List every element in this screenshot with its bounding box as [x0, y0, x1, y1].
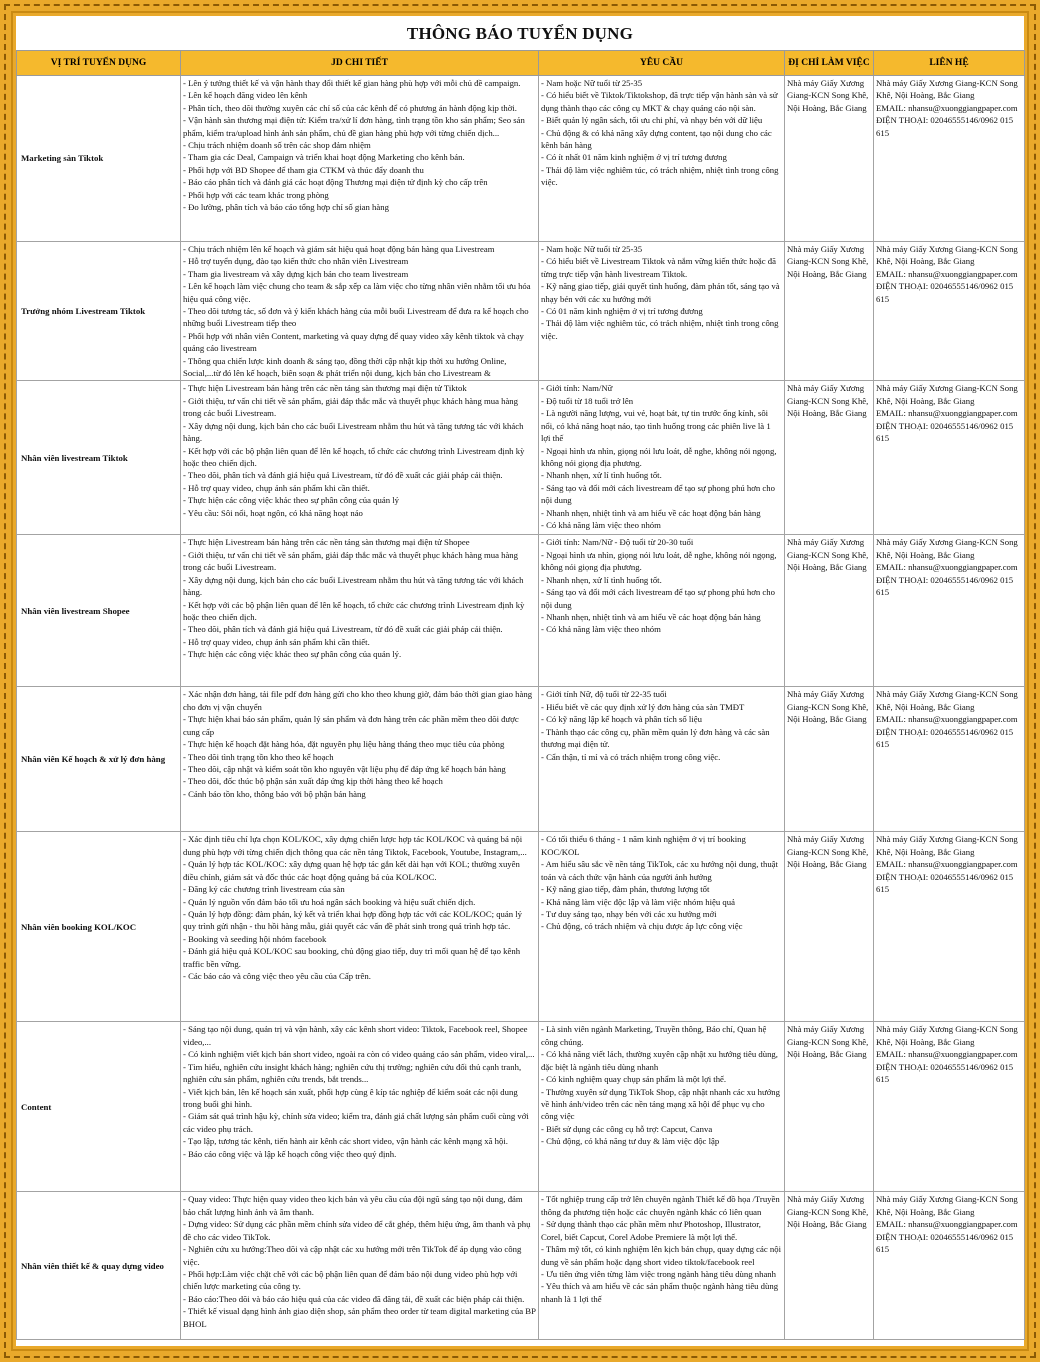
job-table-body: [17, 76, 1025, 1340]
job-description-item: - Xác nhận đơn hàng, tải file pdf đơn hàng gửi cho kho theo khung giờ, đảm bảo thời gian giao hàng cho đơn vị vận chuyển: [183, 689, 533, 712]
table-row: [17, 1192, 1025, 1340]
job-description: [181, 76, 539, 242]
job-description-item: - Theo dõi, cập nhật và kiểm soát tồn kho nguyên vật liệu phụ để đáp ứng kế hoạch bán hàng: [183, 763, 506, 774]
header-address: ĐỊ CHỈ LÀM VIỆC: [785, 51, 874, 76]
contact-info: [874, 1022, 1025, 1192]
contact-info: [874, 381, 1025, 535]
job-description-item: - Kết hợp với các bộ phận liên quan để lên kế hoạch, tổ chức các chương trình Livestream định kỳ hoặc theo chiến dịch.: [183, 599, 525, 622]
work-address: Nhà máy Giấy Xương Giang-KCN Song Khê, Nội Hoàng, Bắc Giang: [785, 76, 874, 242]
job-description: [181, 535, 539, 687]
job-description-item: - Xây dựng nội dung, kịch bản cho các buổi Livestream nhằm thu hút và tăng tương tác với khách hàng.: [183, 420, 524, 444]
contact-info-item: Nhà máy Giấy Xương Giang-KCN Song Khê, Nội Hoàng, Bắc Giang: [876, 1194, 1018, 1217]
job-requirements: [539, 1022, 785, 1192]
table-row: [17, 242, 1025, 381]
job-description-item: - Vận hành sàn thương mại điện tử: Kiểm tra/xử lí đơn hàng, tình trạng tồn kho sản phẩm; Seo sản phẩm, kiểm tra/upload hình ảnh sản phẩm, chủ đề gian hàng phù hợp với từng chiến dịch...: [183, 115, 525, 138]
table-row: [17, 1022, 1025, 1192]
table-row: [17, 832, 1025, 1022]
job-requirements-item: - Có kinh nghiệm quay chụp sản phẩm là một lợi thế.: [541, 1074, 727, 1085]
job-description-item: - Thực hiện kế hoạch đặt hàng hóa, đặt nguyên phụ liệu hàng tháng theo mục tiêu của phòng: [183, 739, 505, 750]
contact-info-item: Nhà máy Giấy Xương Giang-KCN Song Khê, Nội Hoàng, Bắc Giang: [876, 78, 1018, 101]
job-description-item: - Hỗ trợ quay video, chụp ảnh sản phẩm khi cần thiết.: [183, 482, 370, 493]
job-description: [181, 242, 539, 381]
contact-info-item: EMAIL: nhansu@xuonggiangpaper.com: [876, 859, 1018, 870]
job-requirements-item: - Ưu tiên ứng viên từng làm việc trong ngành hàng tiêu dùng nhanh: [541, 1268, 776, 1279]
job-description-item: - Theo dõi tình trạng tồn kho theo kế hoạch: [183, 751, 334, 762]
job-requirements-item: - Thường xuyên sử dụng TikTok Shop, cập nhật nhanh các xu hướng về hình ảnh/video trên các nền tảng mạng xã hội để phục vụ cho công việc: [541, 1086, 780, 1122]
job-description-item: - Đánh giá hiệu quả KOL/KOC sau booking, chủ động giao tiếp, duy trì mối quan hệ để tạo kênh traffic bền vững.: [183, 946, 521, 969]
job-requirements-item: - Kỹ năng giao tiếp, đàm phán, thương lượng tốt: [541, 884, 710, 895]
work-address: Nhà máy Giấy Xương Giang-KCN Song Khê, Nội Hoàng, Bắc Giang: [785, 1192, 874, 1340]
contact-info: [874, 687, 1025, 832]
job-requirements-item: - Chủ động & có khả năng xây dựng content, tạo nội dung cho các kênh bán hàng: [541, 127, 772, 151]
job-position: Nhân viên livestream Tiktok: [17, 381, 181, 535]
contact-info-item: ĐIỆN THOẠI: 02046555146/0962 015 615: [876, 726, 1014, 750]
job-description-item: - Theo dõi, phân tích và đánh giá hiệu quả Livestream, từ đó đề xuất các giải pháp cải thiện.: [183, 470, 503, 481]
job-requirements: [539, 381, 785, 535]
job-description-item: - Chịu trách nhiệm lên kế hoạch và giám sát hiệu quả hoạt động bán hàng qua Livestream: [183, 244, 495, 254]
job-description-item: - Viết kịch bản, lên kế hoạch sản xuất, phối hợp cùng ê kíp tác nghiệp để kiểm soát các nội dung trong buổi ghi hình.: [183, 1086, 518, 1109]
job-description-item: - Thiết kế visual dạng hình ảnh giao diện shop, sản phẩm theo order từ team digital marketing của BP BHOL: [183, 1306, 536, 1329]
job-requirements-item: - Thái độ làm việc nghiêm túc, có trách nhiệm, nhiệt tình trong công việc.: [541, 318, 779, 341]
contact-info-item: EMAIL: nhansu@xuonggiangpaper.com: [876, 1219, 1018, 1230]
job-requirements: [539, 535, 785, 687]
contact-info-item: ĐIỆN THOẠI: 02046555146/0962 015 615: [876, 115, 1014, 138]
job-requirements: [539, 832, 785, 1022]
work-address: Nhà máy Giấy Xương Giang-KCN Song Khê, Nội Hoàng, Bắc Giang: [785, 381, 874, 535]
job-description-item: - Phối hợp với các team khác trong phòng: [183, 189, 329, 200]
job-requirements-item: - Có kỹ năng lập kế hoạch và phân tích số liệu: [541, 714, 702, 725]
job-description-item: - Tham gia các Deal, Campaign và triển khai hoạt động Marketing cho kênh bán.: [183, 152, 465, 163]
job-description: [181, 381, 539, 535]
job-description-item: - Chịu trách nhiệm doanh số trên các shop đảm nhiệm: [183, 140, 371, 151]
job-description-item: - Báo cáo phân tích và đánh giá các hoạt động Thương mại điện tử định kỳ cho cấp trên: [183, 177, 488, 188]
job-requirements-item: - Nhanh nhẹn, xử lí tình huống tốt.: [541, 574, 662, 585]
work-address: Nhà máy Giấy Xương Giang-KCN Song Khê, Nội Hoàng, Bắc Giang: [785, 832, 874, 1022]
job-description-item: - Phối hợp với BD Shopee để tham gia CTKM và thúc đẩy doanh thu: [183, 164, 424, 175]
job-description-item: - Báo cáo:Theo dõi và báo cáo hiệu quả của các video đã đăng tải, đề xuất các biện pháp cải thiện.: [183, 1293, 525, 1304]
job-description: [181, 687, 539, 832]
job-description-item: - Các báo cáo và công việc theo yêu cầu của Cấp trên.: [183, 970, 371, 981]
job-requirements-item: - Cẩn thận, tỉ mỉ và có trách nhiệm trong công việc.: [541, 751, 721, 762]
job-description-item: - Hỗ trợ tuyển dụng, đào tạo kiến thức cho nhân viên Livestream: [183, 256, 409, 267]
job-requirements-item: - Chủ động, có trách nhiệm và chịu được áp lực công việc: [541, 921, 743, 932]
job-description-item: - Hỗ trợ quay video, chụp ảnh sản phẩm khi cần thiết.: [183, 636, 370, 647]
job-requirements-item: - Có khả năng viết lách, thường xuyên cập nhật xu hướng tiêu dùng, đặc biệt là ngành tiêu dùng nhanh: [541, 1049, 778, 1072]
job-requirements-item: - Sáng tạo và đổi mới cách livestream để tạo sự phong phú hơn cho nội dung: [541, 587, 775, 610]
contact-info-item: ĐIỆN THOẠI: 02046555146/0962 015 615: [876, 574, 1014, 598]
contact-info-item: ĐIỆN THOẠI: 02046555146/0962 015 615: [876, 1061, 1014, 1085]
contact-info-item: EMAIL: nhansu@xuonggiangpaper.com: [876, 1049, 1018, 1060]
contact-info: [874, 535, 1025, 687]
contact-info: [874, 242, 1025, 381]
job-requirements-item: - Giới tính: Nam/Nữ - Độ tuổi từ 20-30 tuổi: [541, 537, 694, 548]
job-table: [16, 50, 1025, 1340]
job-requirements-item: - Là người năng lượng, vui vẻ, hoạt bát, tự tin trước ống kính, sôi nổi, có khả năng hoạt náo, tạo tình huống trong các phiên live là 1 lợi thế: [541, 408, 771, 444]
job-description-item: - Thực hiện khai báo sản phẩm, quản lý sản phẩm và đơn hàng trên các phần mềm theo dõi được cung cấp: [183, 714, 519, 737]
job-description-item: - Xác định tiêu chí lựa chọn KOL/KOC, xây dựng chiến lược hợp tác KOL/KOC và quảng bá nội dung phù hợp với từng chiến dịch thông qua các nền tảng Tiktok, Facebook, Youtube, Instagram,...: [183, 834, 527, 857]
job-description-item: - Quay video: Thực hiện quay video theo kịch bản và yêu cầu của đội ngũ sáng tạo nội dung, đảm bảo chất lượng hình ảnh và âm thanh.: [183, 1194, 523, 1217]
job-requirements-item: - Nhanh nhẹn, nhiệt tình và am hiểu về các hoạt động bán hàng: [541, 611, 761, 622]
job-requirements-item: - Thái độ làm việc nghiêm túc, có trách nhiệm, nhiệt tình trong công việc.: [541, 164, 779, 188]
job-description-item: - Theo dõi, đốc thúc bộ phận sản xuất đáp ứng kịp thời hàng theo kế hoạch: [183, 776, 443, 787]
job-description-item: - Dựng video: Sử dụng các phần mềm chỉnh sửa video để cắt ghép, thêm hiệu ứng, âm thanh và phụ đề cho các video TikTok.: [183, 1219, 531, 1242]
job-requirements-item: - Thâm mỹ tốt, có kinh nghiệm lên kịch bản chụp, quay dựng các nội dung về sản phẩm hoặc dạng short video tiktok/facebook reel: [541, 1244, 782, 1267]
job-position: Nhân viên Kế hoạch & xử lý đơn hàng: [17, 687, 181, 832]
job-requirements: [539, 687, 785, 832]
contact-info: [874, 1192, 1025, 1340]
contact-info-item: EMAIL: nhansu@xuonggiangpaper.com: [876, 102, 1018, 113]
job-description-item: - Tìm hiểu, nghiên cứu insight khách hàng; nghiên cứu thị trường; nghiên cứu đối thủ cạnh tranh, nghiên cứu sản phẩm, nghiên cứu trends, bắt trends...: [183, 1061, 522, 1085]
job-description: [181, 1192, 539, 1340]
work-address: Nhà máy Giấy Xương Giang-KCN Song Khê, Nội Hoàng, Bắc Giang: [785, 1022, 874, 1192]
job-position: Nhân viên booking KOL/KOC: [17, 832, 181, 1022]
table-row: [17, 687, 1025, 832]
job-description-item: - Lên kế hoạch đăng video lên kênh: [183, 90, 308, 101]
job-requirements-item: - Tốt nghiệp trung cấp trở lên chuyên ngành Thiết kế đồ họa /Truyền thông đa phương tiện hoặc các chuyên ngành khác có liên quan: [541, 1194, 780, 1217]
contact-info-item: EMAIL: nhansu@xuonggiangpaper.com: [876, 714, 1018, 725]
job-description-item: - Thực hiện Livestream bán hàng trên các nền tảng sàn thương mại điện tử Tiktok: [183, 383, 467, 394]
job-requirements-item: - Yêu thích và am hiểu về các sản phẩm thuộc ngành hàng tiêu dùng nhanh là 1 lợi thế: [541, 1281, 779, 1304]
job-requirements-item: - Giới tính Nữ, độ tuổi từ 22-35 tuổi: [541, 689, 667, 700]
job-requirements-item: - Có tối thiểu 6 tháng - 1 năm kinh nghiệm ở vị trí booking KOC/KOL: [541, 834, 746, 857]
contact-info-item: EMAIL: nhansu@xuonggiangpaper.com: [876, 408, 1018, 419]
job-requirements-item: - Biết quản lý ngân sách, tối ưu chi phí, và nhạy bén với dữ liệu: [541, 115, 763, 126]
job-requirements-item: - Có hiểu biết về Tiktok/Tiktokshop, đã trực tiếp vận hành sàn và sử dụng thành thạo các công cụ MKT & chạy quảng cáo nội sàn.: [541, 90, 778, 113]
job-description: [181, 832, 539, 1022]
job-requirements-item: - Kỹ năng giao tiếp, giải quyết tình huống, đàm phán tốt, sáng tạo và nhạy bén với các xu hướng mới: [541, 281, 780, 304]
job-requirements-item: - Có khả năng làm việc theo nhóm: [541, 624, 661, 635]
job-description-item: - Tham gia livestream và xây dựng kịch bản cho team livestream: [183, 268, 409, 279]
contact-info-item: Nhà máy Giấy Xương Giang-KCN Song Khê, Nội Hoàng, Bắc Giang: [876, 383, 1018, 406]
job-requirements-item: - Ngoại hình ưa nhìn, giọng nói lưu loát, dễ nghe, không nói ngọng, không nói giọng địa phương.: [541, 549, 777, 573]
job-requirements-item: - Nhanh nhẹn, nhiệt tình và am hiểu về các hoạt động bán hàng: [541, 507, 761, 518]
job-position: Nhân viên livestream Shopee: [17, 535, 181, 687]
job-description-item: - Đo lường, phân tích và báo cáo tổng hợp chỉ số gian hàng: [183, 202, 389, 213]
contact-info-item: ĐIỆN THOẠI: 02046555146/0962 015 615: [876, 420, 1014, 444]
contact-info-item: ĐIỆN THOẠI: 02046555146/0962 015 615: [876, 871, 1014, 895]
job-description-item: - Theo dõi tương tác, số đơn và ý kiến khách hàng của mỗi buổi Livestream để đưa ra kế hoạch cho những buổi Livestream tiếp theo: [183, 306, 529, 329]
table-row: [17, 535, 1025, 687]
job-requirements-item: - Có ít nhất 01 năm kinh nghiệm ở vị trí tương đương: [541, 152, 727, 163]
job-description-item: - Phối hợp với nhân viên Content, marketing và quay dựng để quay video xây kênh tiktok và chạy quảng cáo livestream: [183, 330, 524, 354]
contact-info-item: Nhà máy Giấy Xương Giang-KCN Song Khê, Nội Hoàng, Bắc Giang: [876, 834, 1018, 857]
contact-info-item: Nhà máy Giấy Xương Giang-KCN Song Khê, Nội Hoàng, Bắc Giang: [876, 244, 1018, 267]
job-description-item: - Phối hợp:Làm việc chặt chẽ với các bộ phận liên quan để đảm bảo nội dung video phù hợp với chiến lược marketing của công ty.: [183, 1268, 518, 1292]
job-description-item: - Tạo lập, tương tác kênh, tiến hành air kênh các short video, vận hành các kênh mạng xã hội.: [183, 1136, 508, 1147]
job-requirements-item: - Nhanh nhẹn, xử lí tình huống tốt.: [541, 470, 662, 481]
table-row: [17, 381, 1025, 535]
job-description-item: - Đăng ký các chương trình livestream của sàn: [183, 884, 345, 895]
header-jd: JD CHI TIẾT: [181, 51, 539, 76]
header-contact: LIÊN HỆ: [874, 51, 1025, 76]
job-description-item: - Sáng tạo nội dung, quản trị và vận hành, xây các kênh short video: Tiktok, Facebook reel, Shopee video,...: [183, 1024, 528, 1047]
page-title: THÔNG BÁO TUYỂN DỤNG: [16, 16, 1024, 51]
job-description-item: - Lên kế hoạch làm việc chung cho team & sắp xếp ca làm việc cho từng nhân viên nhằm tối ưu hóa hiệu quả công việc.: [183, 281, 531, 304]
job-requirements-item: - Ngoại hình ưa nhìn, giọng nói lưu loát, dễ nghe, không nói ngọng, không nói giọng địa phương.: [541, 445, 777, 468]
job-description-item: - Có kinh nghiệm viết kịch bản short video, ngoài ra còn có video quảng cáo sản phẩm, video viral,...: [183, 1049, 535, 1060]
contact-info: [874, 76, 1025, 242]
job-description-item: - Quản lý hợp đồng: đàm phán, ký kết và triển khai hợp đồng hợp tác với các KOL/KOC; quản lý quy trình gửi nhận - thu hồi hàng mẫu, giải quyết các vấn đề phát sinh trong quá trình hợp tác.: [183, 908, 523, 932]
job-description-item: - Thực hiện các công việc khác theo sự phân công của quản lý: [183, 495, 399, 506]
contact-info-item: EMAIL: nhansu@xuonggiangpaper.com: [876, 562, 1018, 573]
job-requirements-item: - Chủ động, có khả năng tư duy & làm việc độc lập: [541, 1136, 720, 1147]
job-requirements-item: - Sáng tạo và đổi mới cách livestream để tạo sự phong phú hơn cho nội dung: [541, 482, 775, 506]
job-description-item: - Booking và seeding hội nhóm facebook: [183, 933, 327, 944]
job-description-item: - Xây dựng nội dung, kịch bản cho các buổi Livestream nhằm thu hút và tăng tương tác với khách hàng.: [183, 574, 524, 598]
job-requirements-item: - Có hiểu biết về Livestream Tiktok và nắm vững kiến thức hoặc đã từng trực tiếp vận hành livestream Tiktok.: [541, 256, 777, 279]
job-requirements-item: - Là sinh viên ngành Marketing, Truyền thông, Báo chí, Quan hệ công chúng.: [541, 1024, 767, 1047]
contact-info-item: ĐIỆN THOẠI: 02046555146/0962 015 615: [876, 281, 1014, 304]
job-description-item: - Giới thiệu, tư vấn chi tiết về sản phẩm, giải đáp thắc mắc và thuyết phục khách hàng mua hàng trong các buổi Livestream.: [183, 395, 518, 419]
job-requirements-item: - Độ tuổi từ 18 tuổi trở lên: [541, 395, 634, 406]
job-description-item: - Phân tích, theo dõi thường xuyên các chỉ số của các kênh để có phương án hành động kịp thời.: [183, 102, 517, 113]
job-requirements-item: - Nam hoặc Nữ tuổi từ 25-35: [541, 244, 643, 254]
job-description: [181, 1022, 539, 1192]
job-description-item: - Theo dõi, phân tích và đánh giá hiệu quả Livestream, từ đó đề xuất các giải pháp cải thiện.: [183, 624, 503, 635]
job-position: Nhân viên thiết kế & quay dựng video: [17, 1192, 181, 1340]
table-header-row: [17, 51, 1025, 76]
job-description-item: - Yêu cầu: Sôi nổi, hoạt ngôn, có khả năng hoạt náo: [183, 507, 363, 518]
job-requirements: [539, 242, 785, 381]
job-requirements-item: - Thành thạo các công cụ, phần mềm quản lý đơn hàng và các sàn thương mại điện tử.: [541, 726, 770, 750]
job-requirements-item: - Biết sử dụng các công cụ hỗ trợ: Capcut, Canva: [541, 1123, 713, 1134]
job-description-item: - Nghiên cứu xu hướng:Theo dõi và cập nhật các xu hướng mới trên TikTok để áp dụng vào công việc.: [183, 1244, 522, 1267]
job-description-item: - Kết hợp với các bộ phận liên quan để lên kế hoạch, tổ chức các chương trình Livestream định kỳ hoặc theo chiến dịch.: [183, 445, 525, 468]
contact-info-item: Nhà máy Giấy Xương Giang-KCN Song Khê, Nội Hoàng, Bắc Giang: [876, 1024, 1018, 1047]
header-requirements: YÊU CẦU: [539, 51, 785, 76]
job-requirements-item: - Tư duy sáng tạo, nhạy bén với các xu hướng mới: [541, 908, 717, 919]
job-description-item: - Lên ý tưởng thiết kế và vận hành thay đổi thiết kế gian hàng phù hợp với mỗi chủ đề campaign.: [183, 78, 521, 88]
header-position: VỊ TRÍ TUYỂN DỤNG: [17, 51, 181, 76]
job-description-item: - Giới thiệu, tư vấn chi tiết về sản phẩm, giải đáp thắc mắc và thuyết phục khách hàng mua hàng trong các buổi Livestream.: [183, 549, 518, 573]
job-description-item: - Giám sát quá trình hậu kỳ, chỉnh sửa video; kiểm tra, đánh giá chất lượng sản phẩm cuối cùng với các video phụ trách.: [183, 1111, 529, 1134]
contact-info: [874, 832, 1025, 1022]
job-position: Content: [17, 1022, 181, 1192]
contact-info-item: Nhà máy Giấy Xương Giang-KCN Song Khê, Nội Hoàng, Bắc Giang: [876, 537, 1018, 560]
job-requirements-item: - Nam hoặc Nữ tuổi từ 25-35: [541, 78, 643, 88]
table-row: [17, 76, 1025, 242]
job-requirements: [539, 1192, 785, 1340]
job-description-item: - Thông qua chiến lược kinh doanh & sáng tạo, đồng thời cập nhật kịp thời xu hướng Online, Social,...từ đó lên kế hoạch, biên soạn & phát triển nội dung, kịch bản cho Livestream &: [183, 355, 507, 379]
contact-info-item: Nhà máy Giấy Xương Giang-KCN Song Khê, Nội Hoàng, Bắc Giang: [876, 689, 1018, 712]
job-position: Marketing sàn Tiktok: [17, 76, 181, 242]
job-requirements-item: - Hiểu biết về các quy định xử lý đơn hàng của sàn TMĐT: [541, 701, 745, 712]
contact-info-item: EMAIL: nhansu@xuonggiangpaper.com: [876, 268, 1018, 279]
job-description-item: - Thực hiện Livestream bán hàng trên các nền tảng sàn thương mại điện tử Shopee: [183, 537, 470, 548]
work-address: Nhà máy Giấy Xương Giang-KCN Song Khê, Nội Hoàng, Bắc Giang: [785, 242, 874, 381]
job-requirements: [539, 76, 785, 242]
job-requirements-item: - Am hiểu sâu sắc về nền tảng TikTok, các xu hướng nội dung, thuật toán và cách thức vận hành của người ảnh hưởng: [541, 859, 778, 882]
job-requirements-item: - Khả năng làm việc độc lập và làm việc nhóm hiệu quả: [541, 896, 735, 907]
work-address: Nhà máy Giấy Xương Giang-KCN Song Khê, Nội Hoàng, Bắc Giang: [785, 687, 874, 832]
job-requirements-item: - Sử dụng thành thạo các phần mềm như Photoshop, Illustrator, Corel, biết Capcut, Corel Adobe Premiere là một lợi thế.: [541, 1219, 761, 1242]
job-description-item: - Quản lý hợp tác KOL/KOC: xây dựng quan hệ hợp tác gắn kết dài hạn với KOL; thường xuyên điều chỉnh, giám sát và đốc thúc các hoạt động quảng bá của KOL/KOC.: [183, 859, 520, 882]
job-requirements-item: - Giới tính: Nam/Nữ: [541, 383, 613, 394]
contact-info-item: ĐIỆN THOẠI: 02046555146/0962 015 615: [876, 1231, 1014, 1255]
job-description-item: - Cảnh báo tồn kho, thông báo với bộ phận bán hàng: [183, 788, 366, 799]
work-address: Nhà máy Giấy Xương Giang-KCN Song Khê, Nội Hoàng, Bắc Giang: [785, 535, 874, 687]
job-requirements-item: - Có 01 năm kinh nghiệm ở vị trí tương đương: [541, 306, 703, 317]
job-description-item: - Thực hiện các công việc khác theo sự phân công của quản lý.: [183, 649, 402, 660]
job-description-item: - Báo cáo công việc và lập kế hoạch công việc theo quý định.: [183, 1148, 397, 1159]
job-position: Trưởng nhóm Livestream Tiktok: [17, 242, 181, 381]
job-requirements-item: - Có khả năng làm việc theo nhóm: [541, 519, 661, 530]
job-description-item: - Quản lý nguồn vốn đảm bảo tối ưu hoá ngân sách booking và hiệu suất chiến dịch.: [183, 896, 476, 907]
